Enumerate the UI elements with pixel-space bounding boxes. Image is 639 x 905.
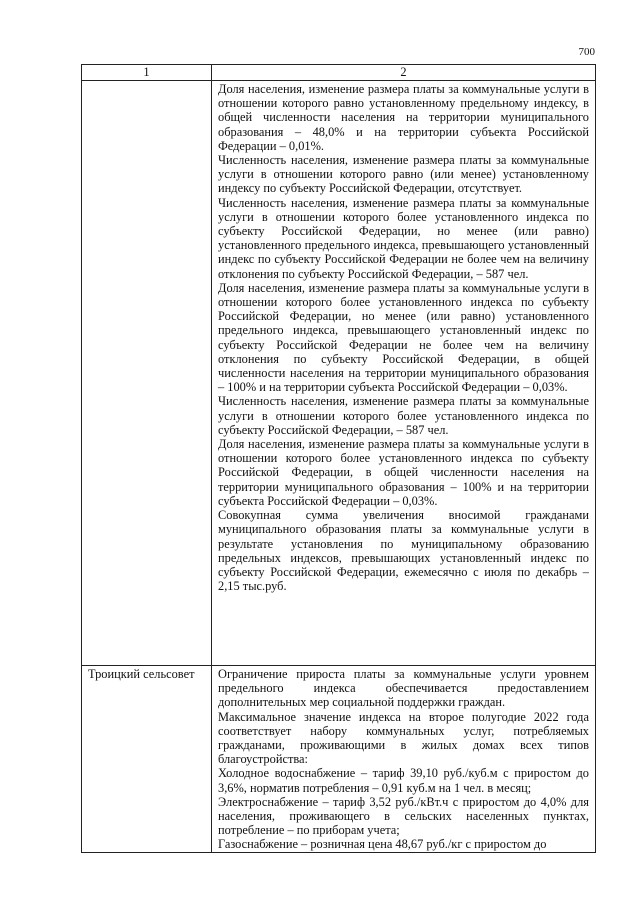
page-number: 700 (578, 46, 595, 58)
paragraph: Холодное водоснабжение – тариф 39,10 руб./куб.м с приростом до 3,6%, норматив потребления – 0,91 куб.м на 1 чел. в месяц; (218, 766, 589, 795)
paragraph: Ограничение прироста платы за коммунальные услуги уровнем предельного индекса обеспечивается предоставлением дополнительных мер социальной поддержки граждан. (218, 667, 589, 710)
row-label-cell (82, 81, 212, 666)
paragraph: Максимальное значение индекса на второе полугодие 2022 года соответствует набору коммунальных услуг, потребляемых гражданами, проживающими в жилых домах всех типов благоустройства: (218, 709, 589, 767)
document-table (81, 64, 596, 853)
table-row (82, 666, 596, 853)
column-header-2: 2 (212, 65, 596, 81)
paragraph: Доля населения, изменение размера платы за коммунальные услуги в отношении которого более установленного индекса по субъекту Российской Федерации, но менее (или равно) установленного предельного индекса, превышающего установленный индекс по субъекту Российской Федерации не более чем на величину отклонения по субъекту Российской Федерации, в общей численности населения на территории муниципального образования – 100% и на территории субъекта Российской Федерации – 0,03%. (218, 280, 589, 395)
paragraph: Электроснабжение – тариф 3,52 руб./кВт.ч с приростом до 4,0% для населения, проживающего в сельских населенных пунктах, потребление – по приборам учета; (218, 794, 589, 838)
paragraph: Численность населения, изменение размера платы за коммунальные услуги в отношении которого более установленного индекса по субъекту Российской Федерации, – 587 чел. (218, 394, 589, 437)
paragraph: Совокупная сумма увеличения вносимой гражданами муниципального образования платы за коммунальные услуги в результате установления по муниципальному образованию предельных индексов, превышающих установленный индекс по субъекту Российской Федерации, ежемесячно с июля по декабрь – 2,15 тыс.руб. (218, 508, 589, 594)
column-header-1: 1 (82, 65, 212, 81)
paragraph: Численность населения, изменение размера платы за коммунальные услуги в отношении которого равно (или менее) установленному индексу по субъекту Российской Федерации, отсутствует. (218, 153, 589, 196)
row-content-cell (212, 666, 596, 853)
row-label-cell (82, 666, 212, 853)
row-content-cell (212, 81, 596, 666)
paragraph: Газоснабжение – розничная цена 48,67 руб./кг с приростом до (218, 837, 547, 852)
paragraph: Доля населения, изменение размера платы за коммунальные услуги в отношении которого равно установленному предельному индексу, в общей численности населения на территории муниципального образования – 48,0% и на территории субъекта Российской Федерации – 0,01%. (218, 82, 589, 153)
table-row (82, 81, 596, 666)
table-header-row (82, 65, 596, 81)
paragraph: Доля населения, изменение размера платы за коммунальные услуги в отношении которого более установленного индекса по субъекту Российской Федерации, в общей численности населения на территории муниципального образования – 100% и на территории субъекта Российской Федерации – 0,03%. (218, 437, 589, 508)
row-label: Троицкий сельсовет (88, 667, 195, 681)
paragraph: Численность населения, изменение размера платы за коммунальные услуги в отношении которого более установленного индекса по субъекту Российской Федерации, но менее (или равно) установленного предельного индекса, превышающего установленный индекс по субъекту Российской Федерации не более чем на величину отклонения по субъекту Российской Федерации, – 587 чел. (218, 195, 589, 281)
